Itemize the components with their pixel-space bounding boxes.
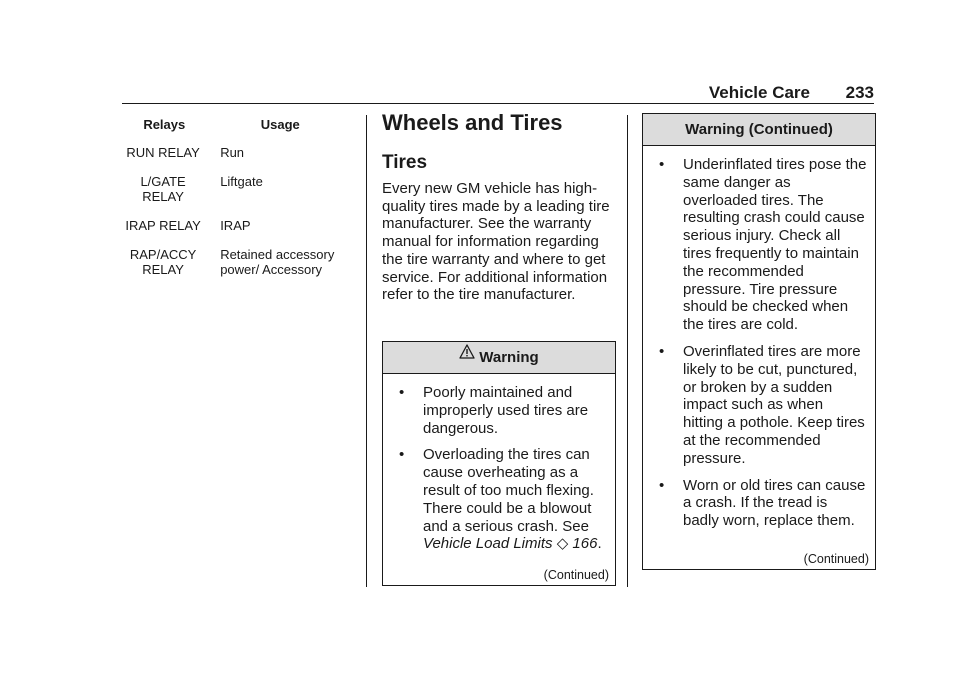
- table-row: [122, 145, 354, 160]
- cross-reference-page: 166: [572, 535, 598, 553]
- continued-label: (Continued): [803, 552, 869, 566]
- warning-header: Warning (Continued): [643, 114, 875, 146]
- list-item: • Overinflated tires are more likely to be cut, punctured, or broken by a sudden impact such as when hitting a pothole. Keep tires at the recommended pressure.: [659, 343, 867, 468]
- list-item: • Poorly maintained and improperly used tires are dangerous.: [399, 384, 607, 437]
- page-header: [122, 83, 874, 103]
- warning-title: Warning: [479, 349, 539, 366]
- page-ref-icon: ◇: [556, 535, 569, 553]
- warning-list: [643, 146, 875, 530]
- warning-box: [382, 341, 616, 586]
- continued-label: (Continued): [543, 568, 609, 582]
- list-item-text: Overloading the tires can cause overheating as a result of too much flexing. There could be a blowout and a serious crash. See: [423, 446, 594, 535]
- relay-cell: RAP/ACCY RELAY: [129, 247, 197, 277]
- column-header-relays: Relays: [143, 117, 186, 132]
- page-number: 233: [845, 83, 874, 102]
- table-row: [122, 218, 354, 233]
- warning-list: [383, 374, 615, 553]
- table-header-row: [122, 117, 354, 132]
- table-row: [122, 247, 354, 277]
- relay-cell: L/GATE RELAY: [140, 174, 186, 204]
- section-title: Vehicle Care: [708, 83, 810, 102]
- warning-box-continued: [642, 113, 876, 570]
- header-divider: [122, 103, 874, 104]
- list-item: • Worn or old tires can cause a crash. If the tread is badly worn, replace them.: [659, 477, 867, 530]
- page-title: Wheels and Tires: [382, 110, 563, 135]
- cross-reference-link[interactable]: Vehicle Load Limits: [423, 535, 553, 553]
- warning-triangle-icon: [459, 339, 475, 370]
- usage-cell: Retained accessory power/ Accessory: [220, 247, 335, 277]
- usage-cell: Liftgate: [220, 174, 263, 189]
- relay-cell: IRAP RELAY: [125, 218, 201, 233]
- warning-header: [383, 342, 615, 374]
- tires-paragraph: Every new GM vehicle has high-quality tires made by a leading tire manufacturer. See the warranty manual for information regarding the tire warranty and where to get service. For additional information refer to the tire manufacturer.: [382, 180, 610, 304]
- relay-cell: RUN RELAY: [126, 145, 200, 160]
- main-column: [382, 110, 616, 304]
- section-heading: Tires: [382, 152, 428, 173]
- list-item: • Underinflated tires pose the same danger as overloaded tires. The resulting crash could cause serious injury. Check all tires frequently to maintain the recommended pressure. Tire pressure should be checked when the tires are cold.: [659, 156, 867, 334]
- usage-cell: Run: [220, 145, 245, 160]
- column-header-usage: Usage: [260, 117, 300, 132]
- column-divider: [366, 115, 367, 587]
- list-item: • Overloading the tires can cause overheating as a result of too much flexing. There could be a blowout and a serious crash. See Vehicle Load Limits ◇ 166.: [399, 446, 607, 553]
- relay-usage-table: [122, 117, 354, 291]
- table-row: [122, 174, 354, 204]
- column-divider: [627, 115, 628, 587]
- usage-cell: IRAP: [220, 218, 251, 233]
